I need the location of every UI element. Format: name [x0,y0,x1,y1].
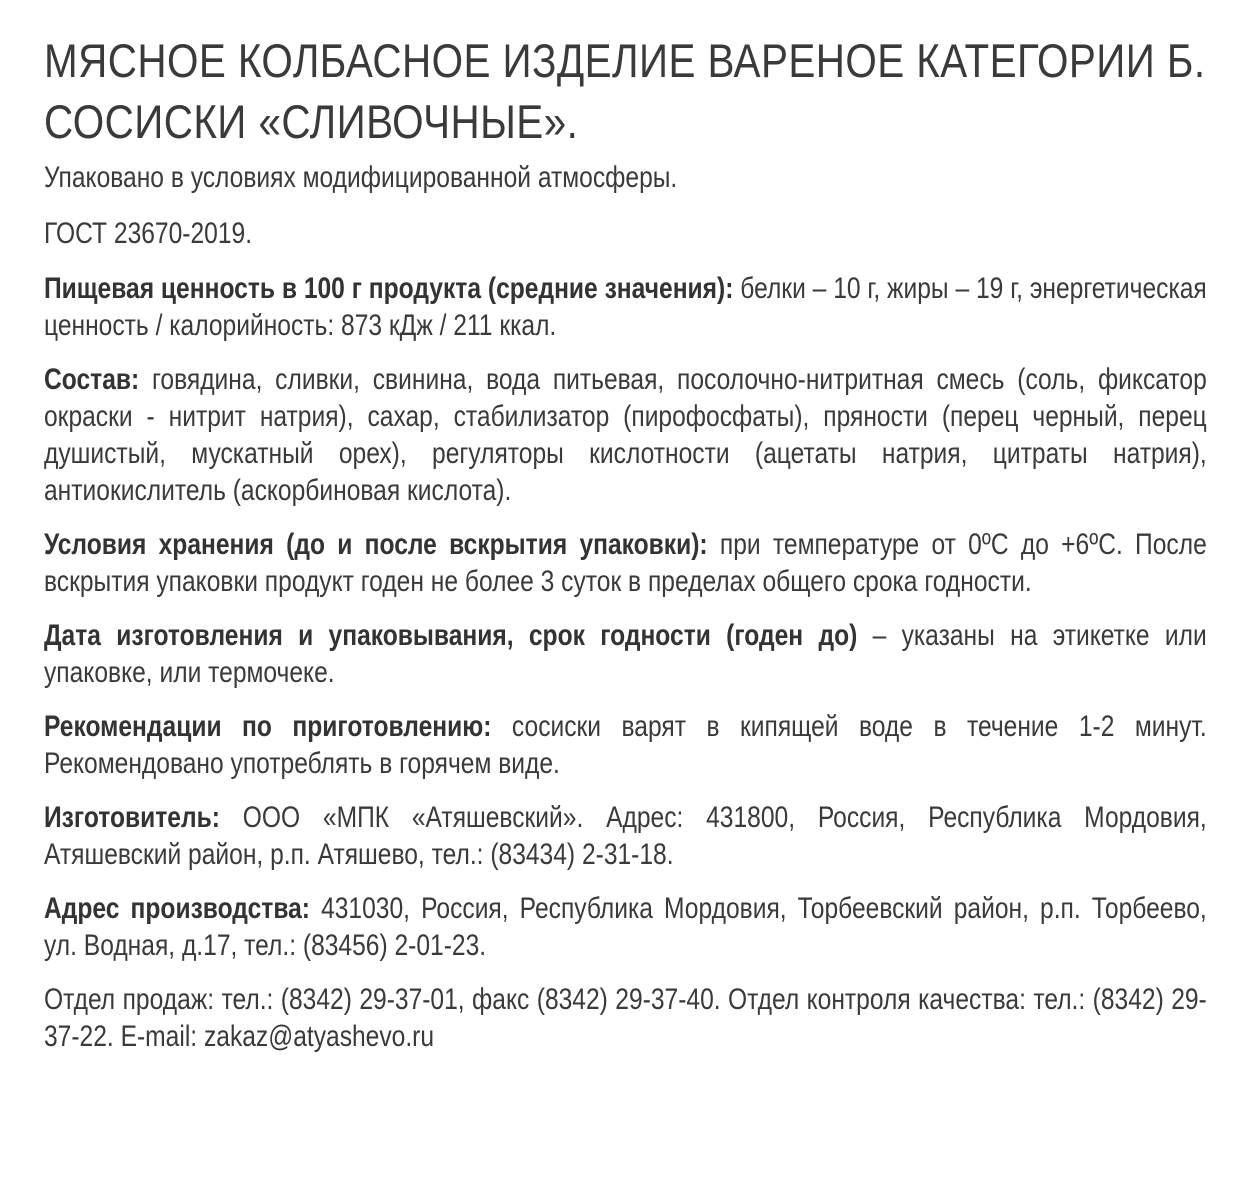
nutrition-text: белки – 10 г, жиры – 19 г, энергетическая ценность / калорийность: 873 кДж / 211 ккал. [44,272,1207,342]
dates-label: Дата изготовления и упаковывания, срок годности (годен до) [44,619,858,652]
packaging-note: Упаковано в условиях модифицированной атмосферы. [44,161,678,194]
product-title: МЯСНОЕ КОЛБАСНОЕ ИЗДЕЛИЕ ВАРЕНОЕ КАТЕГОРИИ Б. СОСИСКИ «СЛИВОЧНЫЕ». [44,34,1206,148]
manufacturer-label: Изготовитель: [44,801,220,834]
production-address-label: Адрес производства: [44,892,310,925]
manufacturer-section [44,799,1207,873]
nutrition-section [44,270,1207,344]
composition-text: говядина, сливки, свинина, вода питьевая, посолочно-нитритная смесь (соль, фиксатор окраски - нитрит натрия), сахар, стабилизатор (пирофосфаты), пряности (перец черный, перец душистый, мускатный орех), регуляторы кислотности (ацетаты натрия, цитраты натрия), антиокислитель (аскорбиновая кислота). [44,363,1207,507]
contacts-section: Отдел продаж: тел.: (8342) 29-37-01, факс (8342) 29-37-40. Отдел контроля качества: тел.: (8342) 29-37-22. E-mail: zakaz@atyashevo.ru [44,983,1207,1053]
dates-section [44,617,1207,691]
nutrition-label: Пищевая ценность в 100 г продукта (средние значения): [44,272,734,305]
manufacturer-text: ООО «МПК «Атяшевский». Адрес: 431800, Россия, Республика Мордовия, Атяшевский район, р.п. Атяшево, тел.: (83434) 2-31-18. [44,801,1207,871]
production-address-text: 431030, Россия, Республика Мордовия, Торбеевский район, р.п. Торбеево, ул. Водная, д.17, тел.: (83456) 2-01-23. [44,892,1207,962]
cooking-label: Рекомендации по приготовлению: [44,710,492,743]
dates-text: – указаны на этикетке или упаковке, или термочеке. [44,619,1207,689]
production-address-section [44,890,1207,964]
composition-label: Состав: [44,363,140,396]
cooking-section [44,708,1207,782]
gost-standard: ГОСТ 23670-2019. [44,217,253,250]
storage-section [44,526,1207,600]
composition-section [44,361,1207,509]
storage-text: при температуре от 0ºС до +6ºС. После вскрытия упаковки продукт годен не более 3 суток в пределах общего срока годности. [44,528,1207,598]
cooking-text: сосиски варят в кипящей воде в течение 1-2 минут. Рекомендовано употреблять в горячем виде. [44,710,1207,780]
storage-label: Условия хранения (до и после вскрытия упаковки): [44,528,708,561]
